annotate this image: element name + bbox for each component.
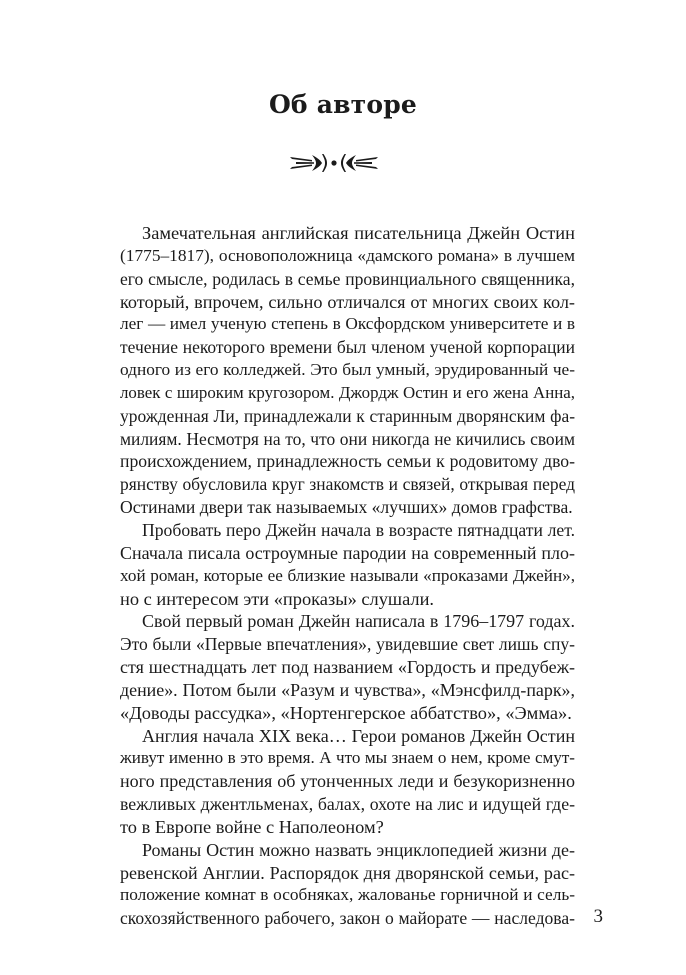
text-line: одного из его колледжей. Это был умный, эрудированный че- — [120, 360, 575, 380]
text-line: дение». Потом были «Разум и чувства», «Мэнсфилд-парк», — [120, 679, 575, 700]
text-line: Замечательная английская писательница Джейн Остин — [142, 223, 575, 243]
text-line: (1775–1817), основоположница «дамского романа» в лучшем — [120, 245, 575, 265]
text-line: «Доводы рассудка», «Нортенгерское аббатство», «Эмма». — [120, 702, 572, 723]
text-line: рянству обусловила круг знакомств и связей, открывая перед — [120, 474, 575, 495]
text-line: Англия начала XIX века… Герои романов Джейн Остин — [142, 725, 575, 746]
body-text — [120, 222, 575, 930]
text-line: Пробовать перо Джейн начала в возрасте пятнадцати лет. — [142, 519, 575, 540]
text-line: ревенской Англии. Распорядок дня дворянской семьи, рас- — [120, 862, 575, 883]
text-line: вежливых джентльменах, балах, охоте на лис и идущей где- — [120, 794, 575, 815]
text-line: Романы Остин можно назвать энциклопедией жизни де- — [142, 839, 575, 860]
text-line: который, впрочем, сильно отличался от многих своих кол- — [120, 291, 575, 312]
text-line: ного представления об утонченных леди и безукоризненно — [120, 771, 575, 792]
page-number: 3 — [593, 906, 603, 927]
text-line: его смысле, родилась в семье провинциального священника, — [120, 268, 575, 289]
text-line: Это были «Первые впечатления», увидевшие свет лишь спу- — [120, 634, 575, 655]
text-line: хой роман, которые ее близкие называли «проказами Джейн», — [120, 565, 575, 585]
decorative-fleuron-icon — [288, 150, 380, 176]
text-line: стя шестнадцать лет под названием «Гордость и предубеж- — [120, 657, 575, 678]
text-line: скохозяйственного рабочего, закон о майорате — наследова- — [120, 908, 575, 929]
text-line: но с интересом эти «проказы» слушали. — [120, 588, 435, 609]
text-line: милиям. Несмотря на то, что они никогда не кичились своим — [120, 428, 575, 449]
text-line: Остинами двери так называемых «лучших» домов графства. — [120, 497, 573, 518]
text-line: Свой первый роман Джейн написала в 1796–1797 годах. — [142, 611, 575, 632]
text-line: течение некоторого времени был членом ученой корпорации — [120, 337, 575, 358]
text-line: Сначала писала остроумные пародии на современный пло- — [120, 542, 575, 563]
text-line: живут именно в это время. А что мы знаем о нем, кроме смут- — [120, 748, 575, 768]
text-line: происхождением, принадлежность семьи к родовитому дво- — [120, 451, 575, 472]
text-line: лег — имел ученую степень в Оксфордском университете и в — [120, 314, 575, 334]
text-line: урожденная Ли, принадлежали к старинным дворянским фа- — [120, 405, 575, 426]
page-title: Об авторе — [268, 90, 418, 119]
text-line: то в Европе войне с Наполеоном? — [120, 816, 384, 837]
text-line: положение комнат в особняках, жалованье горничной и сель- — [120, 885, 575, 905]
text-line: ловек с широким кругозором. Джордж Остин и его жена Анна, — [120, 382, 575, 402]
